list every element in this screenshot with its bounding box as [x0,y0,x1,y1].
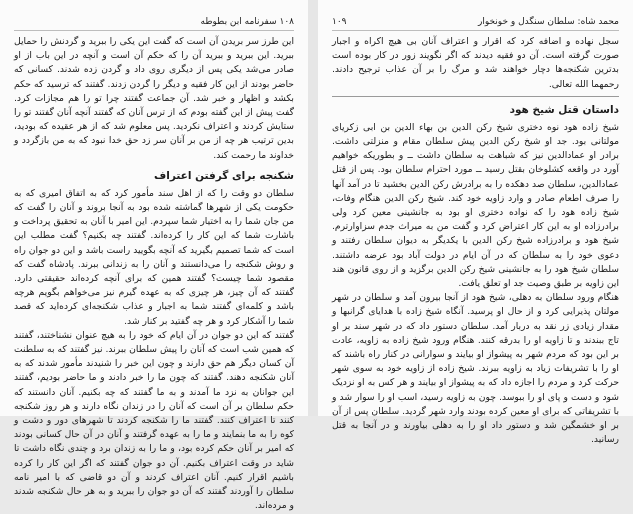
paragraph: شیخ زاده هود نوه دختری شیخ رکن الدین بن بهاء الدین بن ابی زکریای مولتانی بود. جد او شیخ رکن الدین پیش سلطان مقام و منزلتی داشت. برادر او عمادالدین نیز که شباهت به سلطان داشت ــ و بطوریکه خواهیم آورد در واقعه کشلوخان بقتل رسید ــ مورد احترام سلطان بود. پس از قتل عمادالدین، سلطان صد دهکده را به برادرش رکن الدین بخشید تا در آمد آنها را صرف اطعام صادر و وارد زاویه خود کند. شیخ رکن الدین هنگام وفات، شیخ زاده هود را که نواده دختری او بود به جانشینی معین کرد ولی برادرزاده او به این کار اعتراض کرد و گفت من به میراث جدم سزاوارترم. شیخ هود و برادرزاده شیخ رکن الدین با یکدیگر به دیوان سلطان رفتند و دعوی خود را به سلطان که در آن ایام در دولت آباد بود عرضه داشتند. سلطان شیخ هود را به جانشینی شیخ رکن الدین برگزید و از روی قانون هند این زاویه بر طبق وصیت جد او تعلق یافت. [332,121,619,290]
left-page-body [14,35,294,512]
page-gutter [308,0,318,416]
page-number: ۱۰۸ [279,17,294,27]
section-heading: شکنجه برای گرفتن اعتراف [154,169,294,182]
left-page-header [14,14,294,31]
section-heading: داستان قتل شیخ هود [509,103,619,116]
running-title: محمد شاه: سلطان سنگدل و خونخوار [477,17,619,27]
right-page-body [332,35,619,446]
right-page-header [332,14,619,31]
running-title: سفرنامه ابن بطوطه [200,17,277,27]
section-divider [332,96,619,97]
page-header-text [201,17,294,27]
page-number: ۱۰۹ [332,17,347,27]
paragraph: سلطان دو وقت را که از اهل سند مأمور کرد که به اتفاق امیری که به حکومت یکی از شهرها گماشته شده بود به آنجا بروند و آنان را گفت که من جان شما را به اختیار شما سپردم. این امیر با آنان به تحقیق پرداخت و باشارت شما که این کار را کرده‌اند. گفتند چه بکنیم؟ گفت مطلب این است که شما تصمیم بگیرید که آنچه بگویید راست باشد و این دو جوان راه و روش شکنجه را می‌دانستند و آنان را به زندانی ببرند. پادشاه گفت که مقصود شما چیست؟ گفتند همین که برای آنچه کرده‌اند حقیقتی دارد. گفتند که آن چیز، هر چیزی که به عهده گیرم نیز می‌خواهم بگویم هرچه باشد و کلمه‌ای گفتند شما به اجبار و عذاب شکنجه‌ای کرده‌اید که قصد شما را آشکار کرد و هر چه گفتید بر کنار شد. [14,187,294,327]
paragraph: گفتند که این دو جوان در آن ایام که خود را به هیچ عنوان نشناختند، گفتند که همین شب است که آنان را پیش سلطان ببرند. نیز گفتند که به سلطنت آن کسان دیگر هم حق دارند و چون این خبر را شنیدند مأمور شدند که به آنان شکنجه دهند. گفتند که چون ما را خبر دادند و ما حاضر بودیم، گفتند این جوانان به نزد ما آمدند و به ما گفتند که چه بکنیم. آنان دانستند که حکم سلطان بر آن است که آنان را در زندان نگاه دارند و هر روز شکنجه کنند تا اعتراف کنند. گفتند ما را شکنجه کردند تا شهرهای دور و دشت و کوه را به ما بنمایند و ما را به عهده گرفتند و آنان در آن حال کسانی بودند که امیر بر آنان حکم کرده بود، و ما را به زندان برد و چندی نگاه داشت تا شاید در وقت اعتراف بکنیم. آن دو جوان گفتند که اگر این کار را کرده باشیم اقرار کنیم. آنان اعتراف کردند و آن دو قاضی که با امیر نامه سلطان را آوردند گفتند که آن دو جوان را ببرید و به هر حال شکنجه شدند و مرده‌اند. [14,329,294,512]
right-page [318,0,633,446]
paragraph: سجل نهاده و اضافه کرد که اقرار و اعتراف آنان بی هیچ اکراه و اجبار صورت گرفته است. آن دو فقیه دیدند که اگر نگویند زور در کار بوده است بدترین شکنجه‌ها دچار خواهند شد و مرگ را بر آن عذاب ترجیح دادند. رحمهما الله تعالی. [332,36,619,90]
left-page [0,0,308,512]
paragraph: هنگام ورود سلطان به دهلی، شیخ هود از آنجا بیرون آمد و سلطان در شهر مولتان پذیرایی کرد و از حال او پرسید. آنگاه شیخ زاده با هدایای گرانبها و مقدار زیادی زر نقد به دربار آمد. سلطان دستور داد که در شهر سند بر او تاج ببندند و تا زاویه او را بدرقه کنند. هنگام ورود شیخ زاده به زاویه، عادت بر این بود که مردم شهر به پیشواز او بیایند و سوارانی در کنار راه باشند که او را با تشریفات زیاد به زاویه ببرند. شیخ زاده از زاویه خود به سوی شهر حرکت کرد و مردم را اجازه داد که به پیشواز او بیایند و هر کس به او نزدیک شود و دست و پای او را ببوسد. چون به زاویه رسید، اسب او را سوار شد و با تشریفاتی که برای او معین کرده بودند وارد شهر گردید. سلطان پس از آن بر او خشمگین شد و دستور داد او را به دهلی بیاورند و در آنجا به قتل رسانید. [332,292,619,446]
paragraph: این طرز سر بریدن آن است که گفت این یکی را ببرید و گردنش را حمایل ببرید. این ببرید و ببرید آن را که حکم آن است و آنچه در این باب از او صادر می‌شد یکی پس از دیگری روی داد و گردن زده شدند. کسانی که حاضر بودند از این کار فقیه و دیگر را گردن زدند. گفتند که ترسید که حکم بکشد و اظهار و خبر شد. آن جماعت گفتند چرا تو را هم مجازات کرد. گفت پیش از این گفته بودم که از ترس آنان که گفتند آنچه آنان گفتند تو را ستایش کردند و اعتراف نکردید. پس معلوم شد که از هر عقیده که بودید، بدین ترتیب هر چه از من بر آنان سر زد حق خدا نبود که به من بازگردد و خداوند ما رحمت کند. [14,36,294,161]
